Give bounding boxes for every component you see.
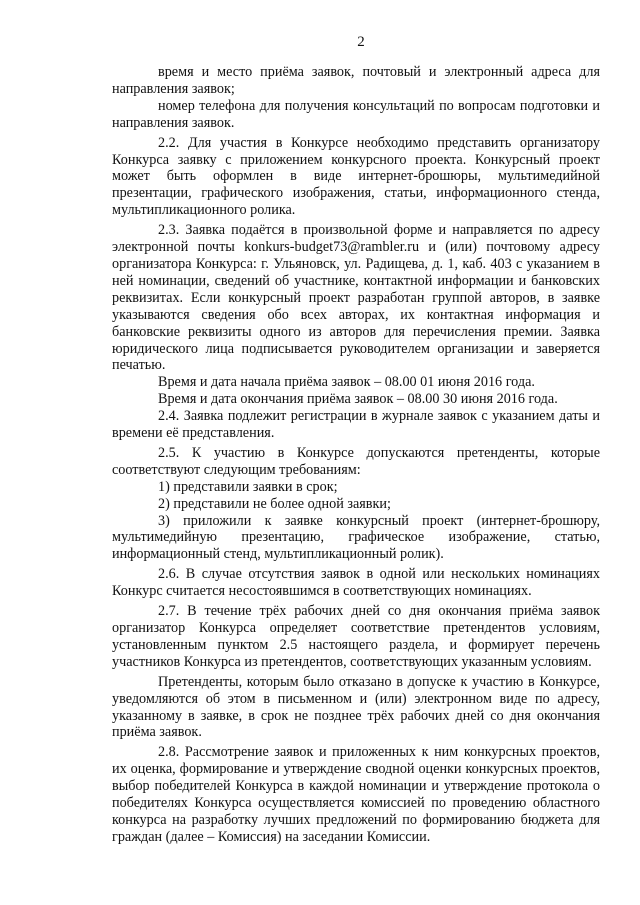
list-item-3: 3) приложили к заявке конкурсный проект (интернет-брошюру, мультимедийную презентацию, графическое изображение, статью, информационный стенд, мультипликационный ролик).: [112, 512, 600, 563]
paragraph-2-3: 2.3. Заявка подаётся в произвольной форме и направляется по адресу электронной почты konkurs-budget73@rambler.ru и (или) почтовому адресу организатора Конкурса: г. Ульяновск, ул. Радищева, д. 1, каб. 403 с указанием в ней номинации, сведений об участнике, контактной информации и банковских реквизитах. Если конкурсный проект разработан группой авторов, в заявке указываются сведения обо всех авторах, их контактная информация и банковские реквизиты одного из авторов для перечисления премии. Заявка юридического лица подписывается руководителем организации и заверяется печатью.: [112, 222, 600, 374]
paragraph-application-place: время и место приёма заявок, почтовый и электронный адреса для направления заявок;: [112, 64, 600, 97]
paragraph-2-7: 2.7. В течение трёх рабочих дней со дня окончания приёма заявок организатор Конкурса определяет соответствие претендентов условиям, установленным пунктом 2.5 настоящего раздела, и формирует перечень участников Конкурса из претендентов, соответствующих указанным условиям.: [112, 603, 600, 670]
paragraph-2-6: 2.6. В случае отсутствия заявок в одной или нескольких номинациях Конкурс считается несостоявшимся в соответствующих номинациях.: [112, 566, 600, 600]
paragraph-2-2: 2.2. Для участия в Конкурсе необходимо представить организатору Конкурса заявку с приложением конкурсного проекта. Конкурсный проект может быть оформлен в виде интернет-брошюры, мультимедийной презентации, графического изображения, статьи, информационного стенда, мультипликационного ролика.: [112, 134, 600, 219]
paragraph-phone: номер телефона для получения консультаций по вопросам подготовки и направления заявок.: [112, 97, 600, 131]
paragraph-start-date: Время и дата начала приёма заявок – 08.00 01 июня 2016 года.: [158, 374, 535, 391]
paragraph-2-4: 2.4. Заявка подлежит регистрации в журнале заявок с указанием даты и времени её представления.: [112, 408, 600, 442]
page-number: 2: [357, 34, 365, 50]
list-item-1: 1) представили заявки в срок;: [158, 478, 338, 495]
document-body: [112, 64, 600, 846]
paragraph-2-8: 2.8. Рассмотрение заявок и приложенных к ним конкурсных проектов, их оценка, формирование и утверждение сводной оценки конкурсных проектов, выбор победителей Конкурса в каждой номинации и утверждение протокола о победителях Конкурса осуществляется комиссией по проведению областного конкурса на разработку лучших предложений по формированию бюджета для граждан (далее – Комиссия) на заседании Комиссии.: [112, 744, 600, 845]
paragraph-2-5: 2.5. К участию в Конкурсе допускаются претенденты, которые соответствуют следующим требованиям:: [112, 444, 600, 478]
list-item-2: 2) представили не более одной заявки;: [158, 495, 391, 512]
paragraph-rejection: Претенденты, которым было отказано в допуске к участию в Конкурсе, уведомляются об этом в письменном и (или) электронном виде по адресу, указанному в заявке, в срок не позднее трёх рабочих дней со дня окончания приёма заявок.: [112, 673, 600, 741]
paragraph-end-date: Время и дата окончания приёма заявок – 08.00 30 июня 2016 года.: [158, 391, 558, 408]
